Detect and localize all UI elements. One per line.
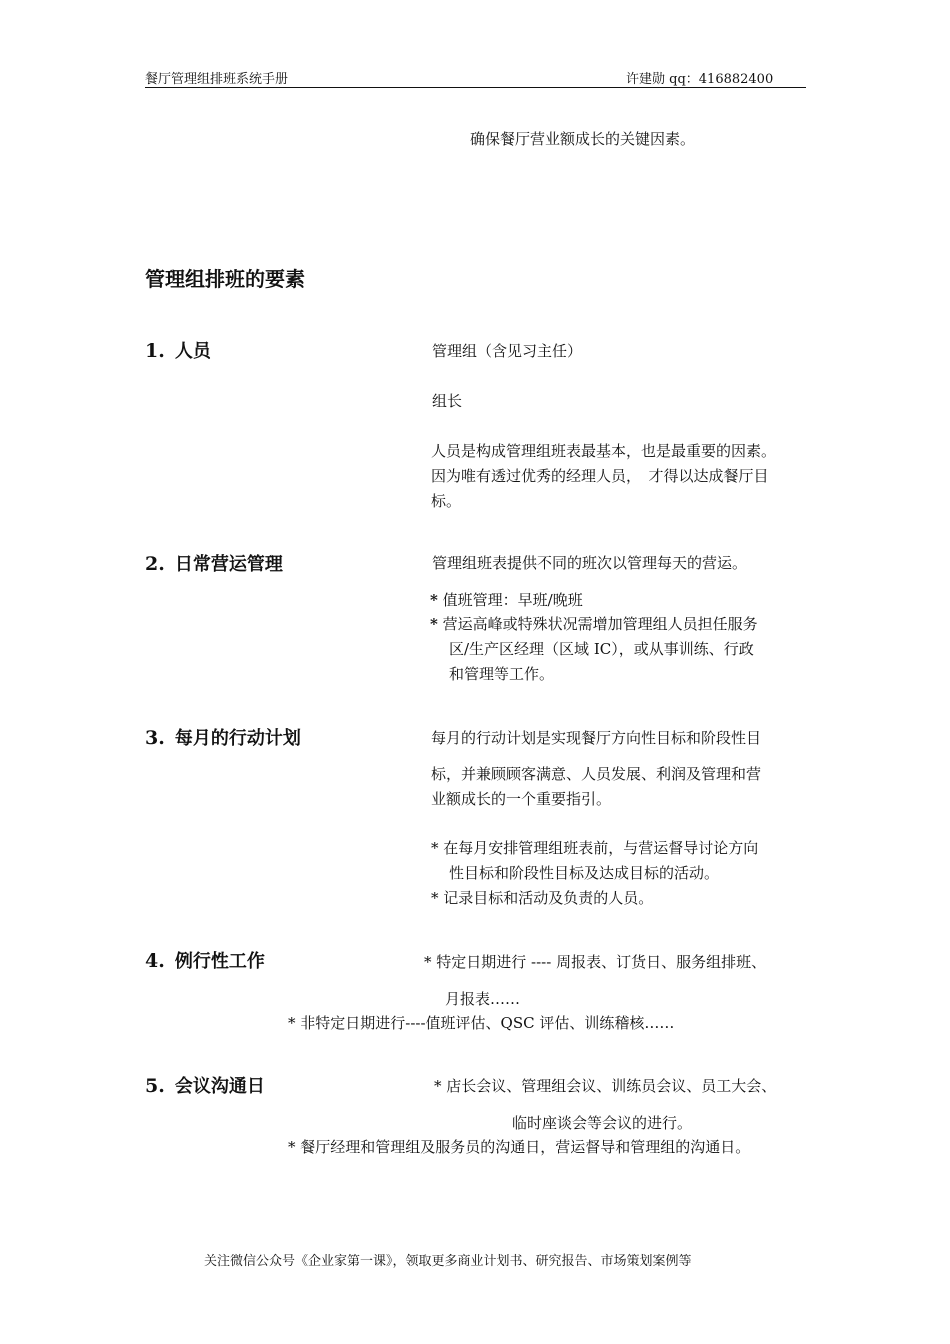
item-2-bullet-1: [430, 589, 583, 610]
section-title: 管理组排班的要素: [145, 267, 305, 291]
item-number: 5.: [145, 1075, 165, 1097]
item-4-line: * 非特定日期进行----值班评估、QSC 评估、训练稽核……: [288, 1014, 675, 1032]
header-right: 许建勋 qq：416882400: [626, 72, 774, 87]
item-3-line: * 在每月安排管理组班表前，与营运督导讨论方向: [431, 839, 759, 857]
item-2-heading: [145, 550, 283, 576]
item-1-line: 因为唯有透过优秀的经理人员， 才得以达成餐厅目: [431, 467, 769, 485]
item-2-line: 值班管理：早班/晚班: [442, 591, 583, 609]
item-1-line: 管理组（含见习主任）: [432, 342, 583, 360]
item-4-heading: [145, 947, 265, 973]
item-title: 例行性工作: [174, 951, 265, 972]
item-3-heading: [145, 724, 301, 750]
item-3-line: * 记录目标和活动及负责的人员。: [431, 889, 654, 907]
item-5-line: 临时座谈会等会议的进行。: [512, 1114, 693, 1132]
item-2-line: 管理组班表提供不同的班次以管理每天的营运。: [432, 554, 748, 572]
bullet-star: *: [430, 615, 438, 633]
item-title: 会议沟通日: [174, 1076, 265, 1097]
item-1-line: 组长: [432, 392, 463, 410]
item-5-heading: [145, 1072, 265, 1098]
item-2-line: 区/生产区经理（区域 IC），或从事训练、行政: [449, 640, 754, 658]
item-3-line: 每月的行动计划是实现餐厅方向性目标和阶段性目: [431, 729, 762, 747]
item-number: 3.: [145, 727, 165, 749]
item-number: 1.: [145, 340, 165, 362]
item-3-line: 标，并兼顾顾客满意、人员发展、利润及管理和营: [431, 765, 762, 783]
item-3-line: 性目标和阶段性目标及达成目标的活动。: [449, 864, 720, 882]
item-1-line: 人员是构成管理组班表最基本，也是最重要的因素。: [431, 442, 777, 460]
item-4-line: 月报表……: [445, 990, 521, 1008]
item-number: 2.: [145, 553, 165, 575]
item-5-line: * 餐厅经理和管理组及服务员的沟通日，营运督导和管理组的沟通日。: [288, 1138, 751, 1156]
item-2-line: 营运高峰或特殊状况需增加管理组人员担任服务: [442, 615, 758, 633]
item-1-heading: [145, 337, 211, 363]
item-2-line: 和管理等工作。: [449, 665, 555, 683]
item-title: 人员: [174, 341, 211, 362]
item-title: 日常营运管理: [174, 554, 283, 575]
item-5-line: * 店长会议、管理组会议、训练员会议、员工大会、: [434, 1077, 777, 1095]
intro-line: 确保餐厅营业额成长的关键因素。: [470, 130, 696, 148]
item-3-line: 业额成长的一个重要指引。: [431, 790, 612, 808]
footer-note: 关注微信公众号《企业家第一课》，领取更多商业计划书、研究报告、市场策划案例等: [204, 1254, 692, 1269]
item-4-line: * 特定日期进行 ---- 周报表、订货日、服务组排班、: [424, 953, 767, 971]
item-title: 每月的行动计划: [174, 728, 301, 749]
item-2-bullet-2: [430, 613, 758, 634]
header-left: 餐厅管理组排班系统手册: [145, 72, 289, 87]
header-divider: [145, 87, 806, 88]
bullet-star: *: [430, 591, 438, 609]
item-1-line: 标。: [431, 492, 462, 510]
item-number: 4.: [145, 950, 165, 972]
